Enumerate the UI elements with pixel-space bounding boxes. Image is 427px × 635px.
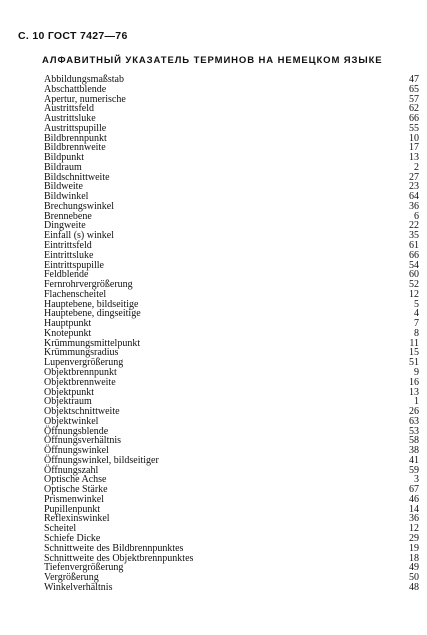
term-page-number: 8 (414, 327, 419, 339)
list-item (44, 202, 419, 212)
term-page-number: 36 (409, 200, 419, 212)
term-page-number: 63 (409, 415, 419, 427)
term-page-number: 35 (409, 230, 419, 242)
term-page-number: 11 (409, 337, 419, 349)
term-page-number: 62 (409, 103, 419, 115)
term-page-number: 67 (409, 484, 419, 496)
list-item (44, 514, 419, 524)
term-name: Bildraum (44, 161, 82, 173)
term-name: Fernrohrvergrößerung (44, 279, 133, 291)
term-name: Eintrittsfeld (44, 240, 92, 252)
term-page-number: 10 (409, 132, 419, 144)
term-name: Schnittweite des Objektbrennpunktes (44, 552, 194, 564)
list-item (44, 104, 419, 114)
term-page-number: 57 (409, 93, 419, 105)
list-item (44, 378, 419, 388)
term-name: Austrittsfeld (44, 103, 94, 115)
term-name: Winkelverhältnis (44, 581, 113, 593)
term-page-number: 51 (409, 357, 419, 369)
term-name: Tiefenvergrößerung (44, 562, 124, 574)
list-item (44, 143, 419, 153)
term-name: Bildweite (44, 181, 83, 193)
list-item (44, 456, 419, 466)
term-page-number: 58 (409, 435, 419, 447)
list-item (44, 153, 419, 163)
term-name: Öffnungsverhältnis (44, 435, 122, 447)
term-page-number: 13 (409, 386, 419, 398)
term-page-number: 3 (414, 474, 419, 486)
term-name: Bildpunkt (44, 152, 85, 164)
term-name: Pupillenpunkt (44, 503, 101, 515)
term-name: Bildbrennweite (44, 142, 106, 154)
term-name: Brennebene (44, 210, 92, 222)
term-page-number: 64 (409, 191, 419, 203)
term-name: Öffnungsblende (44, 425, 109, 437)
list-item (44, 231, 419, 241)
term-name: Krümmungsmittelpunkt (44, 337, 141, 349)
term-name: Hauptebene, dingseitige (44, 308, 141, 320)
term-name: Vergrößerung (44, 572, 99, 584)
term-name: Apertur, numerische (44, 93, 126, 105)
term-name: Abschattblende (44, 83, 107, 95)
term-name: Knotepunkt (44, 327, 92, 339)
list-item (44, 495, 419, 505)
term-name: Austrittspupille (44, 122, 107, 134)
term-name: Dingweite (44, 220, 86, 232)
page-header: С. 10 ГОСТ 7427—76 (18, 30, 128, 42)
term-page-number: 2 (414, 161, 419, 173)
term-name: Objektbrennpunkt (44, 366, 117, 378)
list-item (44, 388, 419, 398)
term-page-number: 12 (409, 288, 419, 300)
list-item (44, 182, 419, 192)
list-item (44, 261, 419, 271)
term-page-number: 19 (409, 542, 419, 554)
term-page-number: 17 (409, 142, 419, 154)
term-page-number: 66 (409, 249, 419, 261)
term-name: Prismenwinkel (44, 493, 104, 505)
term-name: Schnittweite des Bildbrennpunktes (44, 542, 184, 554)
term-page-number: 41 (409, 454, 419, 466)
term-page-number: 23 (409, 181, 419, 193)
term-page-number: 55 (409, 122, 419, 134)
term-page-number: 61 (409, 240, 419, 252)
term-page-number: 60 (409, 269, 419, 281)
list-item (44, 563, 419, 573)
index-title: АЛФАВИТНЫЙ УКАЗАТЕЛЬ ТЕРМИНОВ НА НЕМЕЦКОМ ЯЗЫКЕ (42, 55, 383, 66)
list-item (44, 319, 419, 329)
term-name: Hauptpunkt (44, 318, 92, 330)
term-name: Feldblende (44, 269, 89, 281)
list-item (44, 524, 419, 534)
term-name: Objektpunkt (44, 386, 94, 398)
term-page-number: 59 (409, 464, 419, 476)
term-page-number: 16 (409, 376, 419, 388)
term-page-number: 22 (409, 220, 419, 232)
term-page-number: 49 (409, 562, 419, 574)
term-page-number: 54 (409, 259, 419, 271)
term-name: Eintrittsluke (44, 249, 94, 261)
term-name: Öffnungszahl (44, 464, 99, 476)
list-item (44, 95, 419, 105)
term-page-number: 26 (409, 406, 419, 418)
term-name: Bildbrennpunkt (44, 132, 107, 144)
term-name: Optische Achse (44, 474, 107, 486)
term-page-number: 7 (414, 318, 419, 330)
term-name: Austrittsluke (44, 113, 96, 125)
term-page-number: 4 (414, 308, 419, 320)
list-item (44, 407, 419, 417)
term-name: Optische Stärke (44, 484, 108, 496)
term-page-number: 46 (409, 493, 419, 505)
term-name: Reflexinswinkel (44, 513, 110, 525)
term-name: Krümmungsradius (44, 347, 119, 359)
list-item (44, 241, 419, 251)
list-item (44, 583, 419, 593)
term-page-number: 14 (409, 503, 419, 515)
term-page-number: 12 (409, 523, 419, 535)
term-page-number: 66 (409, 113, 419, 125)
term-page-number: 5 (414, 298, 419, 310)
term-page-number: 53 (409, 425, 419, 437)
list-item (44, 212, 419, 222)
term-page-number: 65 (409, 83, 419, 95)
term-name: Öffnungswinkel, bildseitiger (44, 454, 159, 466)
term-page-number: 27 (409, 171, 419, 183)
term-name: Öffnungswinkel (44, 445, 109, 457)
term-name: Einfall (s) winkel (44, 230, 114, 242)
term-name: Objektschnittweite (44, 406, 120, 418)
term-name: Flachenscheitel (44, 288, 107, 300)
term-name: Eintrittspupille (44, 259, 104, 271)
term-page-number: 48 (409, 581, 419, 593)
term-page-number: 29 (409, 532, 419, 544)
term-page-number: 47 (409, 74, 419, 85)
term-name: Scheitel (44, 523, 77, 535)
term-name: Lupenvergrößerung (44, 357, 124, 369)
list-item (44, 309, 419, 319)
term-page-number: 50 (409, 572, 419, 584)
term-list (44, 75, 419, 593)
term-name: Objektbrennweite (44, 376, 116, 388)
term-page-number: 36 (409, 513, 419, 525)
term-page-number: 15 (409, 347, 419, 359)
term-name: Objektwinkel (44, 415, 99, 427)
term-name: Bildschnittweite (44, 171, 110, 183)
term-name: Abbildungsmaßstab (44, 74, 124, 85)
term-page-number: 1 (414, 396, 419, 408)
term-page-number: 18 (409, 552, 419, 564)
term-page-number: 13 (409, 152, 419, 164)
term-name: Objektraum (44, 396, 92, 408)
list-item (44, 173, 419, 183)
term-name: Hauptebene, bildseitige (44, 298, 139, 310)
term-name: Schiefe Dicke (44, 532, 101, 544)
term-name: Brechungswinkel (44, 200, 114, 212)
term-page-number: 6 (414, 210, 419, 222)
term-page-number: 52 (409, 279, 419, 291)
term-name: Bildwinkel (44, 191, 89, 203)
term-page-number: 38 (409, 445, 419, 457)
term-page-number: 9 (414, 366, 419, 378)
